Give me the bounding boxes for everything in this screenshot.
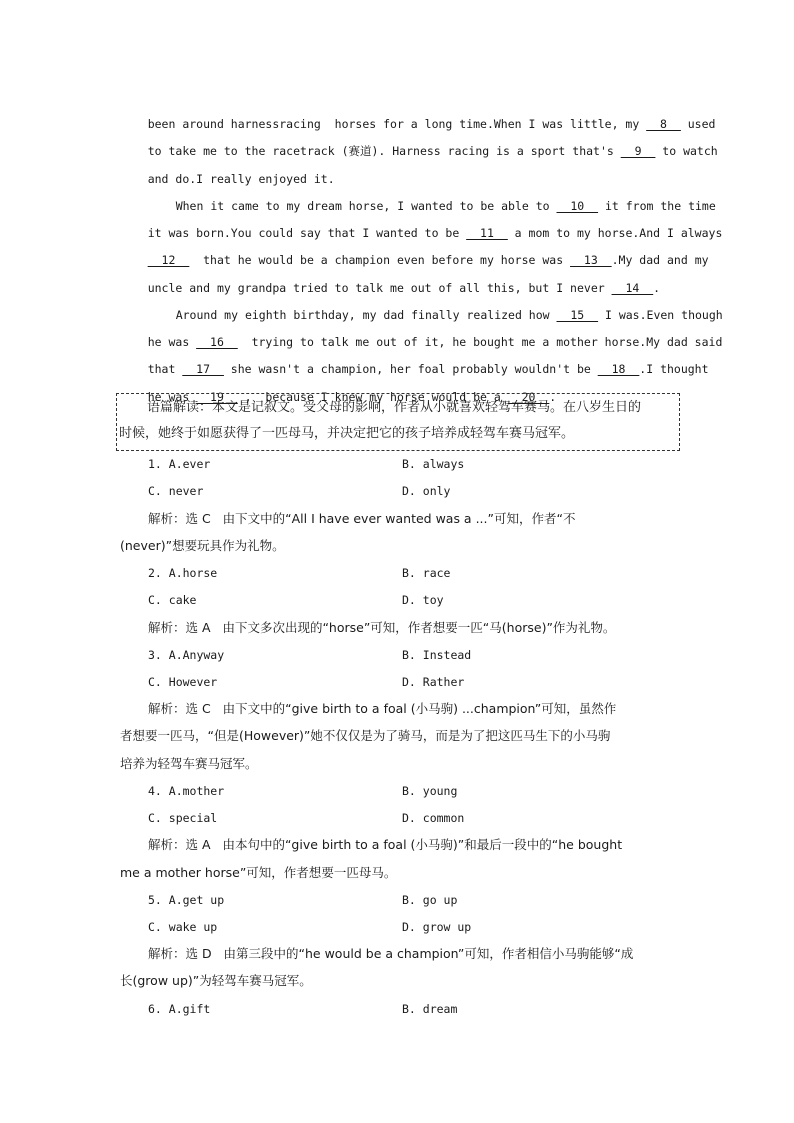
- explanation-line: 解析：选 C 由下文中的“All I have ever wanted was a ...”可知，作者“不: [148, 511, 576, 526]
- passage-text: been around harnessracing horses for a long time.When I was little, my: [147, 117, 647, 131]
- explanation-line: 者想要一匹马，“但是(However)”她不仅仅是为了骑马，而是为了把这匹马生下的小马驹: [120, 728, 611, 743]
- passage-text: that: [147, 362, 183, 376]
- passage-text: he was: [147, 335, 197, 349]
- blank-19: __19__: [196, 390, 238, 404]
- explanation-line: 培养为轻驾车赛马冠军。: [120, 756, 258, 771]
- passage-text: that he would be a champion even before my horse was: [189, 253, 571, 267]
- blank-8: __8__: [646, 117, 681, 131]
- passage-text: When it came to my dream horse, I wanted to be able to: [175, 199, 557, 213]
- explanation-line: 解析：选 D 由第三段中的“he would be a champion”可知，作者相信小马驹能够“成: [148, 946, 634, 961]
- option-d: D. only: [402, 484, 451, 498]
- explanation-line: 解析：选 A 由下文多次出现的“horse”可知，作者想要一匹“马(horse)”作为礼物。: [148, 620, 616, 635]
- option-b: B. go up: [402, 893, 458, 907]
- blank-13: __13__: [570, 253, 612, 267]
- passage-text: she wasn't a champion, her foal probably wouldn't be: [223, 362, 598, 376]
- blank-9: __9__: [620, 144, 656, 158]
- passage-text: .: [653, 281, 661, 295]
- passage-text: used: [680, 117, 716, 131]
- option-d: D. toy: [402, 593, 444, 607]
- passage-text: trying to talk me out of it, he bought me a mother horse.My dad said: [237, 335, 723, 349]
- passage-text: , because I knew my horse would be a: [237, 390, 508, 404]
- explanation-line: 解析：选 C 由下文中的“give birth to a foal (小马驹) ...champion”可知，虽然作: [148, 701, 617, 716]
- blank-17: __17__: [182, 362, 224, 376]
- passage-text: he was: [147, 390, 197, 404]
- passage-text: Around my eighth birthday, my dad finally realized how: [175, 308, 557, 322]
- option-b: B. dream: [402, 1002, 458, 1016]
- option-c: C. never: [148, 484, 204, 498]
- option-a: 5. A.get up: [148, 893, 225, 907]
- passage-text: it from the time: [598, 199, 716, 213]
- blank-20: __20__: [507, 390, 550, 404]
- passage-text: to take me to the racetrack (赛道). Harness racing is a sport that's: [147, 144, 621, 158]
- option-b: B. always: [402, 457, 465, 471]
- passage-text: I was.Even though: [598, 308, 723, 322]
- explanation-line: (never)”想要玩具作为礼物。: [120, 538, 285, 553]
- blank-15: __15__: [556, 308, 599, 322]
- option-b: B. race: [402, 566, 451, 580]
- option-d: D. grow up: [402, 920, 472, 934]
- explanation-line: 长(grow up)”为轻驾车赛马冠军。: [120, 973, 312, 988]
- option-a: 6. A.gift: [148, 1002, 211, 1016]
- blank-14: __14__: [611, 281, 654, 295]
- option-c: C. cake: [148, 593, 197, 607]
- passage-text: to watch: [655, 144, 718, 158]
- summary-line-2: 时候，她终于如愿获得了一匹母马，并决定把它的孩子培养成轻驾车赛马冠军。: [119, 426, 575, 441]
- explanation-line: me a mother horse”可知，作者想要一匹母马。: [120, 865, 397, 880]
- passage-text: .My dad and my: [611, 253, 709, 267]
- option-c: C. special: [148, 811, 218, 825]
- option-d: D. Rather: [402, 675, 465, 689]
- blank-12: __12__: [147, 253, 190, 267]
- passage-text: uncle and my grandpa tried to talk me out of all this, but I never: [147, 281, 612, 295]
- option-a: 4. A.mother: [148, 784, 225, 798]
- passage-text: .I thought: [639, 362, 709, 376]
- explanation-line: 解析：选 A 由本句中的“give birth to a foal (小马驹)”和最后一段中的“he bought: [148, 837, 623, 852]
- summary-box: [116, 393, 680, 451]
- option-b: B. young: [402, 784, 458, 798]
- option-c: C. wake up: [148, 920, 218, 934]
- option-c: C. However: [148, 675, 218, 689]
- option-a: 2. A.horse: [148, 566, 218, 580]
- passage-text: .: [549, 390, 557, 404]
- passage-text: a mom to my horse.And I always: [507, 226, 723, 240]
- passage-text: it was born.You could say that I wanted to be: [147, 226, 467, 240]
- blank-18: __18__: [597, 362, 640, 376]
- option-d: D. common: [402, 811, 465, 825]
- option-b: B. Instead: [402, 648, 472, 662]
- passage-text: and do.I really enjoyed it.: [147, 172, 335, 186]
- option-a: 3. A.Anyway: [148, 648, 225, 662]
- option-a: 1. A.ever: [148, 457, 211, 471]
- blank-11: __11__: [466, 226, 508, 240]
- blank-16: __16__: [196, 335, 238, 349]
- blank-10: __10__: [556, 199, 599, 213]
- summary-line-1: 语篇解读：本文是记叙文。受父母的影响，作者从小就喜欢轻驾车赛马。在八岁生日的: [147, 400, 642, 415]
